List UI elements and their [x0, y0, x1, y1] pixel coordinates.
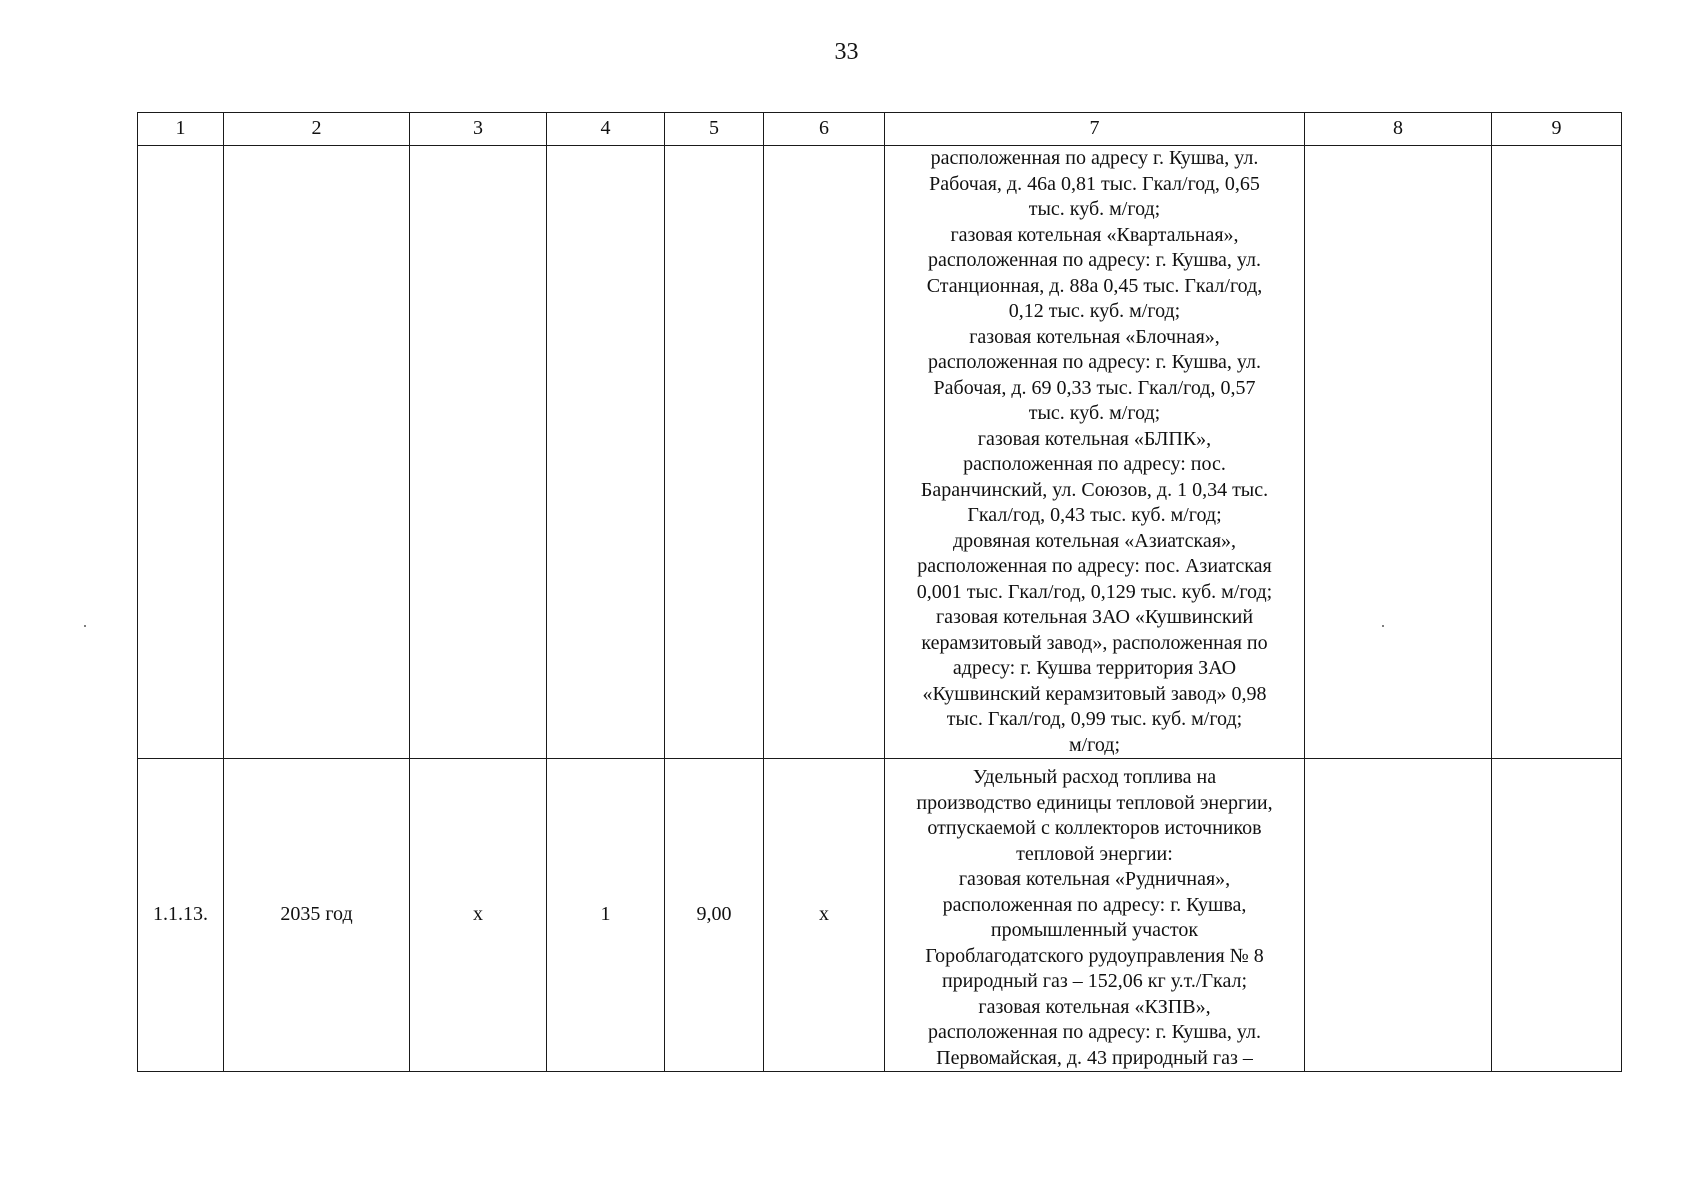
page-number: 33 — [834, 39, 859, 65]
description-line: газовая котельная «БЛПК», — [977, 427, 1212, 450]
year-cell: 2035 год — [224, 759, 410, 1072]
description-line: дровяная котельная «Азиатская», — [952, 529, 1237, 552]
description-line: расположенная по адресу: пос. Азиатская — [917, 555, 1272, 577]
description-line: Станционная, д. 88а 0,45 тыс. Гкал/год, — [926, 274, 1263, 297]
scan-speck — [1382, 625, 1384, 627]
description-line: расположенная по адресу: пос. — [963, 453, 1226, 475]
description-line: Первомайская, д. 43 природный газ – — [936, 1046, 1253, 1069]
description-line: 0,12 тыс. куб. м/год; — [1008, 300, 1181, 322]
header-cell: 8 — [1305, 113, 1492, 146]
description-line: Гороблагодатского рудоуправления № 8 — [925, 944, 1264, 967]
scan-speck — [84, 625, 86, 627]
data-table — [137, 112, 1622, 1072]
header-cell: 7 — [885, 113, 1305, 146]
description-line: газовая котельная «Блочная», — [969, 325, 1220, 348]
table-cell — [1492, 759, 1622, 1072]
table-cell — [1305, 146, 1492, 759]
description-line: тыс. Гкал/год, 0,99 тыс. куб. м/год; — [946, 708, 1243, 730]
description-line: расположенная по адресу: г. Кушва, ул. — [928, 1021, 1261, 1043]
table-cell — [1305, 759, 1492, 1072]
description-cell — [885, 759, 1305, 1072]
description-line: Рабочая, д. 46а 0,81 тыс. Гкал/год, 0,65 — [929, 172, 1260, 195]
description-line: отпускаемой с коллекторов источников — [927, 817, 1262, 839]
table-cell — [138, 146, 224, 759]
description-line: Рабочая, д. 69 0,33 тыс. Гкал/год, 0,57 — [933, 376, 1256, 399]
description-line: Удельный расход топлива на — [972, 766, 1217, 788]
description-line: адресу: г. Кушва территория ЗАО — [952, 657, 1237, 679]
description-line: тыс. куб. м/год; — [1028, 198, 1161, 220]
description-line: производство единицы тепловой энергии, — [916, 791, 1273, 814]
table-cell — [410, 146, 547, 759]
description-line: расположенная по адресу: г. Кушва, ул. — [928, 351, 1261, 373]
description-line: расположенная по адресу: г. Кушва, ул. — [928, 249, 1261, 271]
description-line: расположенная по адресу г. Кушва, ул. — [930, 147, 1259, 169]
header-row — [138, 113, 1622, 146]
description-line: промышленный участок — [990, 919, 1199, 941]
description-line: газовая котельная ЗАО «Кушвинский — [935, 606, 1254, 628]
description-line: тыс. куб. м/год; — [1028, 402, 1161, 424]
header-cell: 3 — [410, 113, 547, 146]
description-line: 0,001 тыс. Гкал/год, 0,129 тыс. куб. м/год; — [916, 580, 1273, 603]
table-cell — [1492, 146, 1622, 759]
description-line: газовая котельная «КЗПВ», — [978, 995, 1211, 1018]
header-cell: 9 — [1492, 113, 1622, 146]
header-cell: 6 — [764, 113, 885, 146]
description-line: газовая котельная «Квартальная», — [950, 223, 1239, 246]
header-cell: 5 — [665, 113, 764, 146]
table-cell: 1 — [547, 759, 665, 1072]
description-line: Гкал/год, 0,43 тыс. куб. м/год; — [967, 504, 1222, 526]
table-cell: х — [764, 759, 885, 1072]
table-row-continuation — [138, 146, 1622, 759]
description-line: газовая котельная «Рудничная», — [958, 868, 1231, 890]
table-cell — [547, 146, 665, 759]
header-cell: 1 — [138, 113, 224, 146]
table-cell — [665, 146, 764, 759]
header-cell: 2 — [224, 113, 410, 146]
description-line: Баранчинский, ул. Союзов, д. 1 0,34 тыс. — [920, 478, 1269, 501]
description-line: «Кушвинский керамзитовый завод» 0,98 — [922, 682, 1267, 705]
value-cell: 9,00 — [665, 759, 764, 1072]
description-line: тепловой энергии: — [1016, 842, 1173, 865]
table-cell — [224, 146, 410, 759]
description-line: м/год; — [1068, 733, 1121, 756]
header-cell: 4 — [547, 113, 665, 146]
description-cell — [885, 146, 1305, 759]
description-line: природный газ – 152,06 кг у.т./Гкал; — [941, 970, 1248, 992]
table-row-1-1-13 — [138, 759, 1622, 1072]
table-cell: х — [410, 759, 547, 1072]
table-cell — [764, 146, 885, 759]
description-line: керамзитовый завод», расположенная по — [921, 631, 1268, 654]
description-line: расположенная по адресу: г. Кушва, — [942, 893, 1247, 916]
row-number: 1.1.13. — [138, 759, 224, 1072]
